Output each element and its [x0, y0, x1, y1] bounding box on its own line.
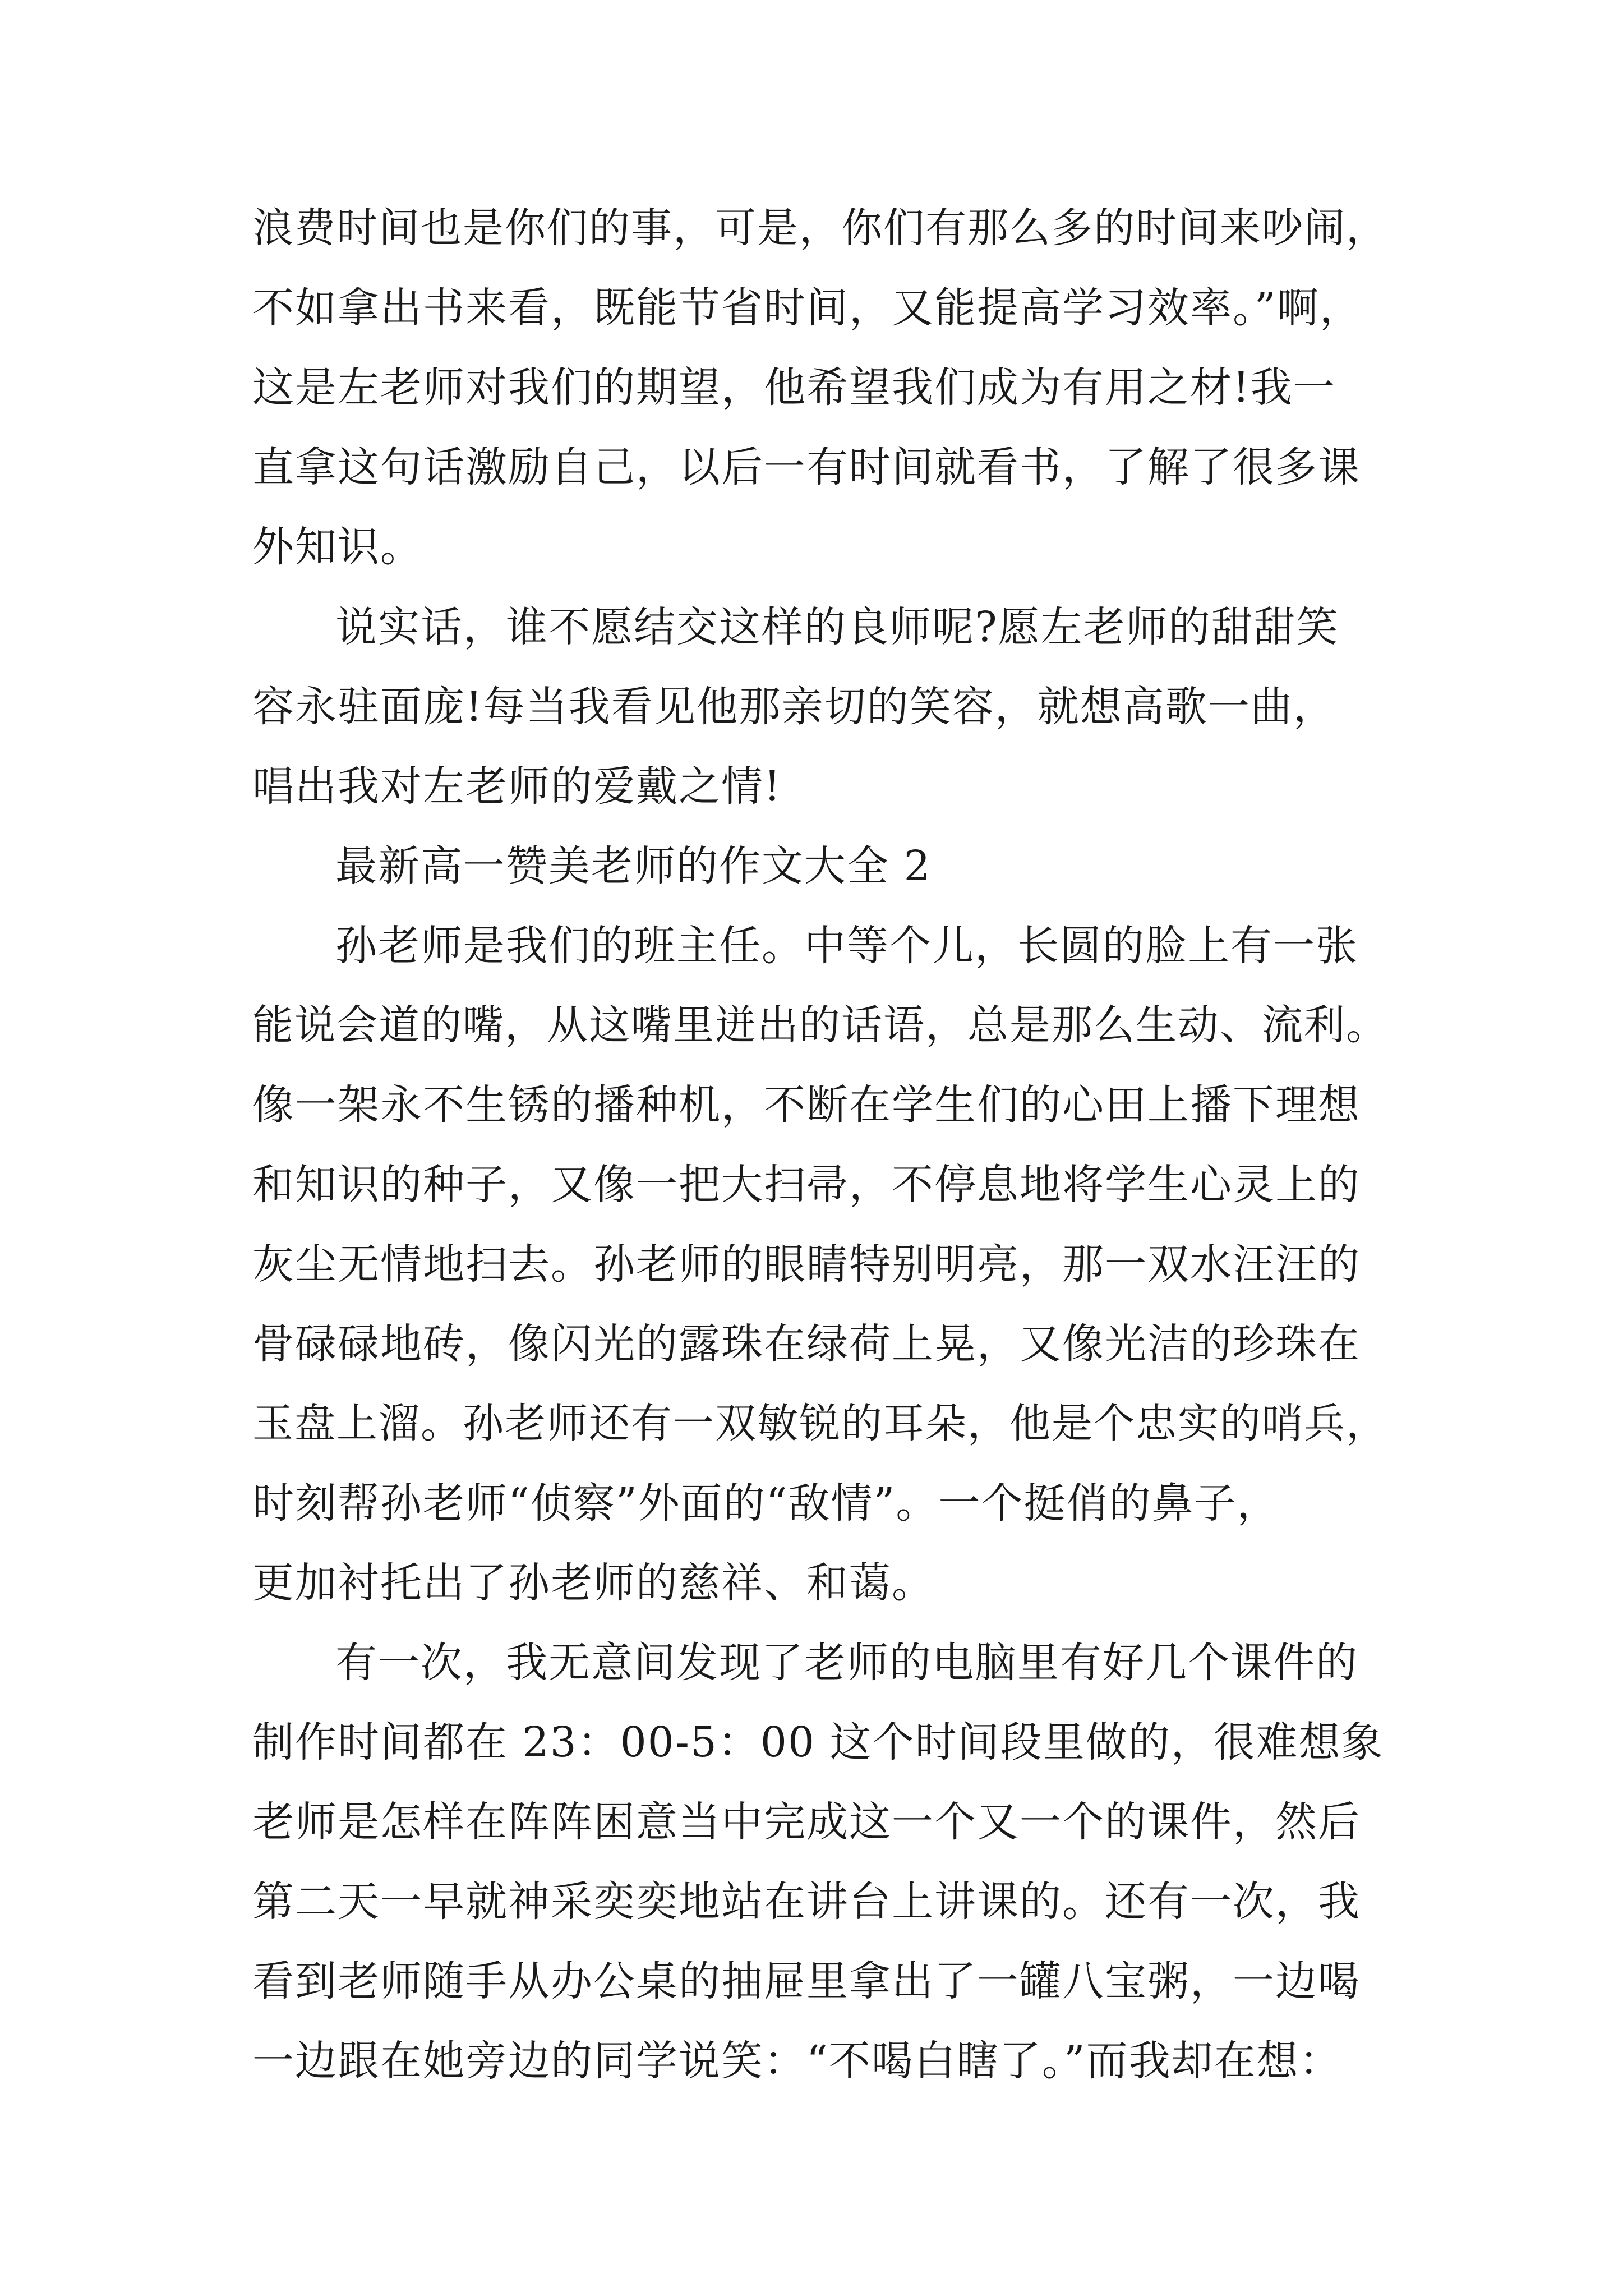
paragraph-start-line: 孙老师是我们的班主任。中等个儿，长圆的脸上有一张: [335, 922, 1358, 970]
text-line: 更加衬托出了孙老师的慈祥、和蔼。: [252, 1559, 934, 1607]
text-line: 玉盘上溜。孙老师还有一双敏锐的耳朵，他是个忠实的哨兵，: [252, 1400, 1388, 1447]
text-line: 容永驻面庞!每当我看见他那亲切的笑容，就想高歌一曲，: [252, 683, 1336, 731]
text-line: 第二天一早就神采奕奕地站在讲台上讲课的。还有一次，我: [252, 1878, 1361, 1926]
text-line: 灰尘无情地扫去。孙老师的眼睛特别明亮，那一双水汪汪的: [252, 1240, 1361, 1289]
text-line: 外知识。: [252, 523, 423, 571]
text-line: 时刻帮孙老师“侦察”外面的“敌情”。一个挺俏的鼻子，: [252, 1479, 1280, 1527]
text-line: 不如拿出书来看，既能节省时间，又能提高学习效率。”啊，: [252, 284, 1362, 332]
text-line: 看到老师随手从办公桌的抽屉里拿出了一罐八宝粥，一边喝: [252, 1957, 1361, 2005]
section-heading: 最新高一赞美老师的作文大全 2: [335, 842, 932, 890]
text-line: 唱出我对左老师的爱戴之情!: [252, 762, 782, 811]
text-line: 制作时间都在 23：00-5：00 这个时间段里做的，很难想象: [252, 1718, 1384, 1766]
text-line: 浪费时间也是你们的事，可是，你们有那么多的时间来吵闹，: [252, 204, 1388, 252]
text-line: 老师是怎样在阵阵困意当中完成这一个又一个的课件，然后: [252, 1798, 1361, 1846]
text-line: 像一架永不生锈的播种机，不断在学生们的心田上播下理想: [252, 1081, 1361, 1129]
text-line: 骨碌碌地砖，像闪光的露珠在绿荷上晃，又像光洁的珍珠在: [252, 1320, 1361, 1368]
text-line: 直拿这句话激励自己，以后一有时间就看书，了解了很多课: [252, 443, 1361, 491]
text-line: 这是左老师对我们的期望，他希望我们成为有用之材!我一: [252, 364, 1336, 412]
text-line: 一边跟在她旁边的同学说笑：“不喝白瞎了。”而我却在想：: [252, 2037, 1342, 2085]
paragraph-start-line: 有一次，我无意间发现了老师的电脑里有好几个课件的: [335, 1639, 1358, 1687]
paragraph-start-line: 说实话，谁不愿结交这样的良师呢?愿左老师的甜甜笑: [335, 603, 1339, 651]
text-line: 能说会道的嘴，从这嘴里迸出的话语，总是那么生动、流利。: [252, 1001, 1388, 1049]
text-line: 和知识的种子，又像一把大扫帚，不停息地将学生心灵上的: [252, 1161, 1361, 1209]
